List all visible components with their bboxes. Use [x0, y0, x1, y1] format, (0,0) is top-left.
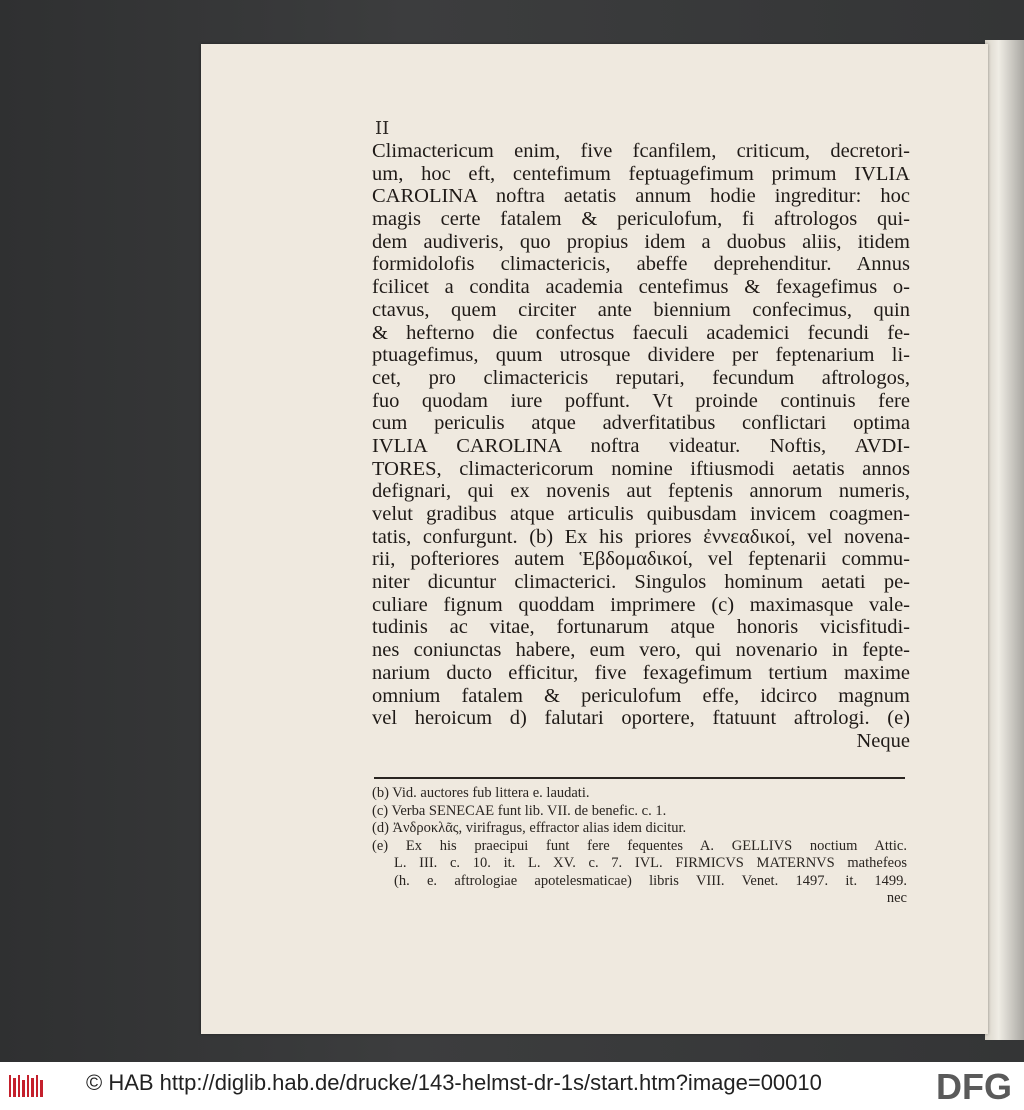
hab-logo-icon[interactable]	[8, 1073, 46, 1099]
text-line: & hefterno die confectus faeculi academici fecundi fe-	[372, 321, 910, 344]
text-line: niter dicuntur climacterici. Singulos hominum aetati pe-	[372, 571, 910, 594]
body-text	[372, 140, 910, 753]
footnote-catchword: nec	[886, 890, 907, 906]
footnotes	[372, 785, 907, 908]
copyright-url[interactable]: © HAB http://diglib.hab.de/drucke/143-helmst-dr-1s/start.htm?image=00010	[86, 1070, 822, 1095]
dfg-logo-icon[interactable]	[936, 1068, 1020, 1104]
footnote: (d) Ἀνδροκλᾶς, virifragus, effractor alias idem dicitur.	[372, 820, 687, 836]
catchword: Neque	[856, 729, 910, 752]
text-line: rii, pofteriores autem Ἑβδομαδικοί, vel feptenarii commu-	[372, 548, 910, 571]
text-line: dem audiveris, quo propius idem a duobus aliis, itidem	[372, 230, 910, 253]
text-line: fcilicet a condita academia centefimus & fexagefimus o-	[372, 276, 910, 299]
footnote-rule	[374, 777, 905, 779]
text-line: cet, pro climactericis reputari, fecundum aftrologos,	[372, 366, 910, 389]
text-line: cum periculis atque adverfitatibus conflictari optima	[372, 412, 910, 435]
text-line: velut gradibus atque articulis quibusdam invicem coagmen-	[372, 503, 910, 525]
text-line: defignari, qui ex novenis aut feptenis annorum numeris,	[372, 480, 910, 503]
book-spine-edge	[985, 40, 1024, 1040]
text-line: tudinis ac vitae, fortunarum atque honoris vicisfitudi-	[372, 616, 910, 639]
text-line: magis certe fatalem & periculofum, fi aftrologos qui-	[372, 208, 910, 231]
text-line: fuo quodam iure poffunt. Vt proinde continuis fere	[372, 389, 910, 412]
text-line: nes coniunctas habere, eum vero, qui novenario in fepte-	[372, 639, 910, 662]
dfg-logo-text: DFG	[936, 1068, 1012, 1104]
text-line: ctavus, quem circiter ante biennium confecimus, quin	[372, 298, 910, 321]
text-line: omnium fatalem & periculofum effe, idcirco magnum	[372, 684, 910, 707]
footnote: (b) Vid. auctores fub littera e. laudati.	[372, 785, 590, 801]
text-line: narium ducto efficitur, five fexagefimum tertium maxime	[372, 661, 910, 684]
page-number: II	[375, 118, 390, 139]
footnote: (e) Ex his praecipui funt fere fequentes A. GELLIVS noctium Attic.	[372, 837, 907, 854]
text-line: vel heroicum d) falutari oportere, ftatuunt aftrologi. (e)	[372, 707, 910, 730]
text-line: formidolofis climactericis, abeffe deprehenditur. Annus	[372, 253, 910, 276]
text-line: culiare fignum quoddam imprimere (c) maximasque vale-	[372, 593, 910, 616]
footnote-continuation: (h. e. aftrologiae apotelesmaticae) libris VIII. Venet. 1497. it. 1499.	[394, 872, 907, 889]
text-line: Climactericum enim, five fcanfilem, criticum, decretori-	[372, 140, 910, 162]
text-line: tatis, confurgunt. (b) Ex his priores ἐννεαδικοί, vel novena-	[372, 525, 910, 548]
text-line: TORES, climactericorum nomine iftiusmodi aetatis annos	[372, 457, 910, 480]
footnote-continuation: L. III. c. 10. it. L. XV. c. 7. IVL. FIRMICVS MATERNVS mathefeos	[394, 855, 907, 871]
footnote: (c) Verba SENECAE funt lib. VII. de benefic. c. 1.	[372, 802, 667, 819]
text-line: um, hoc eft, centefimum feptuagefimum primum IVLIA	[372, 162, 910, 185]
text-line: CAROLINA noftra aetatis annum hodie ingreditur: hoc	[372, 185, 910, 208]
text-line: IVLIA CAROLINA noftra videatur. Noftis, AVDI-	[372, 434, 910, 457]
text-line: ptuagefimus, quum utrosque dividere per feptenarium li-	[372, 344, 910, 367]
